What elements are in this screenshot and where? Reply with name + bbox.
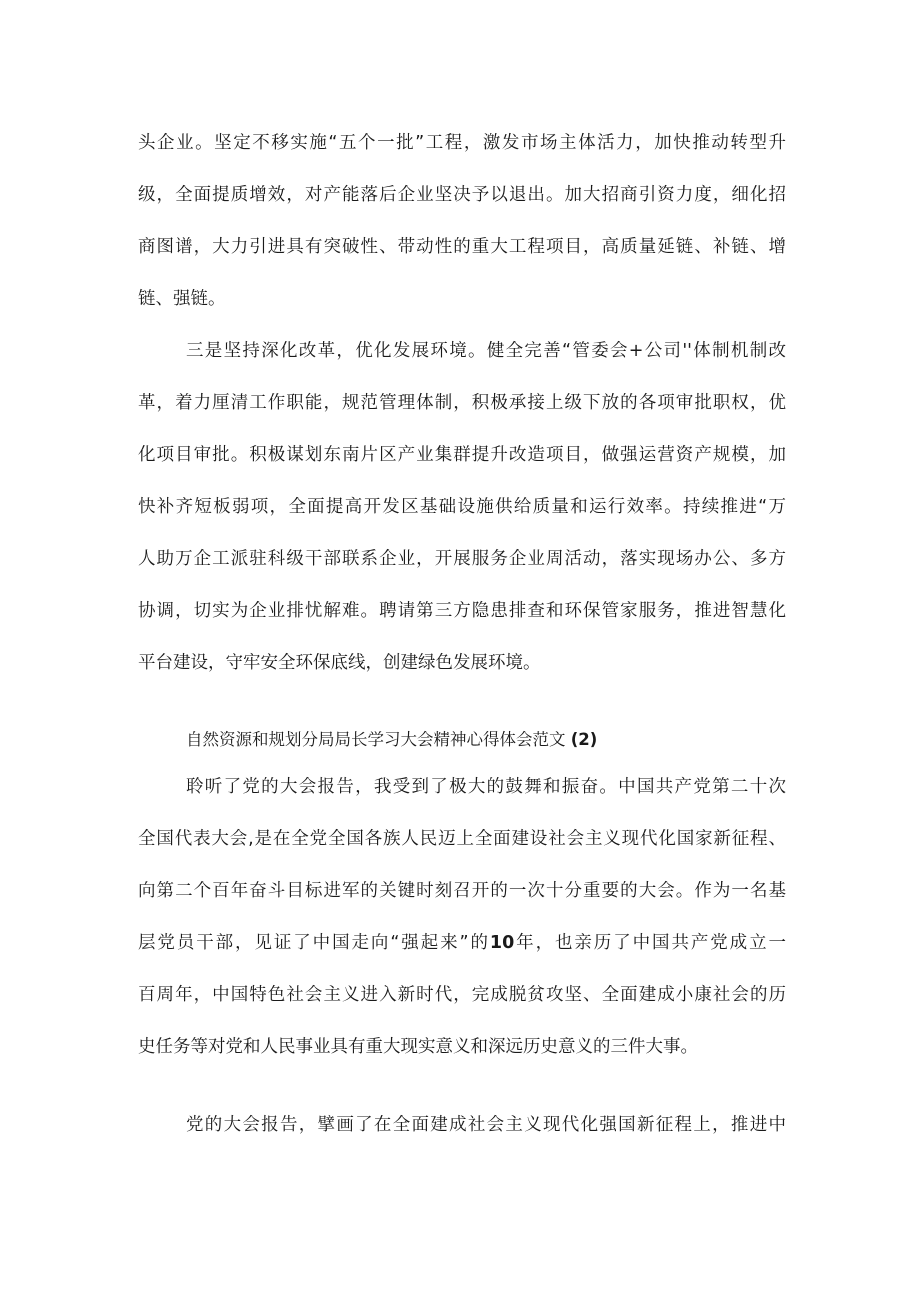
paragraph-3-line-4-number: 10 xyxy=(489,933,515,953)
paragraph-2-line-4: 快补齐短板弱项，全面提高开发区基础设施供给质量和运行效率。持续推进“万 xyxy=(138,497,786,517)
paragraph-1-line-3: 商图谱，大力引进具有突破性、带动性的重大工程项目，高质量延链、补链、增 xyxy=(138,237,786,257)
paragraph-2-line-2: 革，着力厘清工作职能，规范管理体制，积极承接上级下放的各项审批职权，优 xyxy=(138,393,786,413)
paragraph-3-line-4-before: 层党员干部，见证了中国走向“强起来”的 xyxy=(138,933,490,953)
paragraph-2-line-1: 三是坚持深化改革，优化发展环境。健全完善“管委会+公司''体制机制改 xyxy=(186,341,786,361)
section-heading-text: 自然资源和规划分局局长学习大会精神心得体会范文 xyxy=(186,730,566,749)
paragraph-3-line-1: 聆听了党的大会报告，我受到了极大的鼓舞和振奋。中国共产党第二十次 xyxy=(186,777,786,797)
paragraph-2-line-6: 协调，切实为企业排忧解难。聘请第三方隐患排查和环保管家服务，推进智慧化 xyxy=(138,601,786,621)
section-heading xyxy=(186,728,597,752)
paragraph-1-line-2: 级，全面提质增效，对产能落后企业坚决予以退出。加大招商引资力度，细化招 xyxy=(138,185,786,205)
paragraph-3-line-4-after: 年，也亲历了中国共产党成立一 xyxy=(514,933,786,953)
paragraph-3-line-2: 全国代表大会,是在全党全国各族人民迈上全面建设社会主义现代化国家新征程、 xyxy=(138,829,786,849)
paragraph-1-line-4: 链、强链。 xyxy=(138,289,226,309)
paragraph-2-line-3: 化项目审批。积极谋划东南片区产业集群提升改造项目，做强运营资产规模，加 xyxy=(138,445,786,465)
paragraph-4-line-1: 党的大会报告，擘画了在全面建成社会主义现代化强国新征程上，推进中 xyxy=(186,1115,786,1135)
paragraph-3-line-6: 史任务等对党和人民事业具有重大现实意义和深远历史意义的三件大事。 xyxy=(138,1037,698,1057)
paragraph-3-line-3: 向第二个百年奋斗目标进军的关键时刻召开的一次十分重要的大会。作为一名基 xyxy=(138,881,786,901)
paragraph-3-line-4 xyxy=(138,931,786,955)
paragraph-1-line-1: 头企业。坚定不移实施“五个一批”工程，激发市场主体活力，加快推动转型升 xyxy=(138,133,786,153)
paragraph-3-line-5: 百周年，中国特色社会主义进入新时代，完成脱贫攻坚、全面建成小康社会的历 xyxy=(138,985,786,1005)
section-heading-number: (2) xyxy=(570,730,598,749)
paragraph-2-line-5: 人助万企工派驻科级干部联系企业，开展服务企业周活动，落实现场办公、多方 xyxy=(138,549,786,569)
paragraph-2-line-7: 平台建设，守牢安全环保底线，创建绿色发展环境。 xyxy=(138,653,541,673)
